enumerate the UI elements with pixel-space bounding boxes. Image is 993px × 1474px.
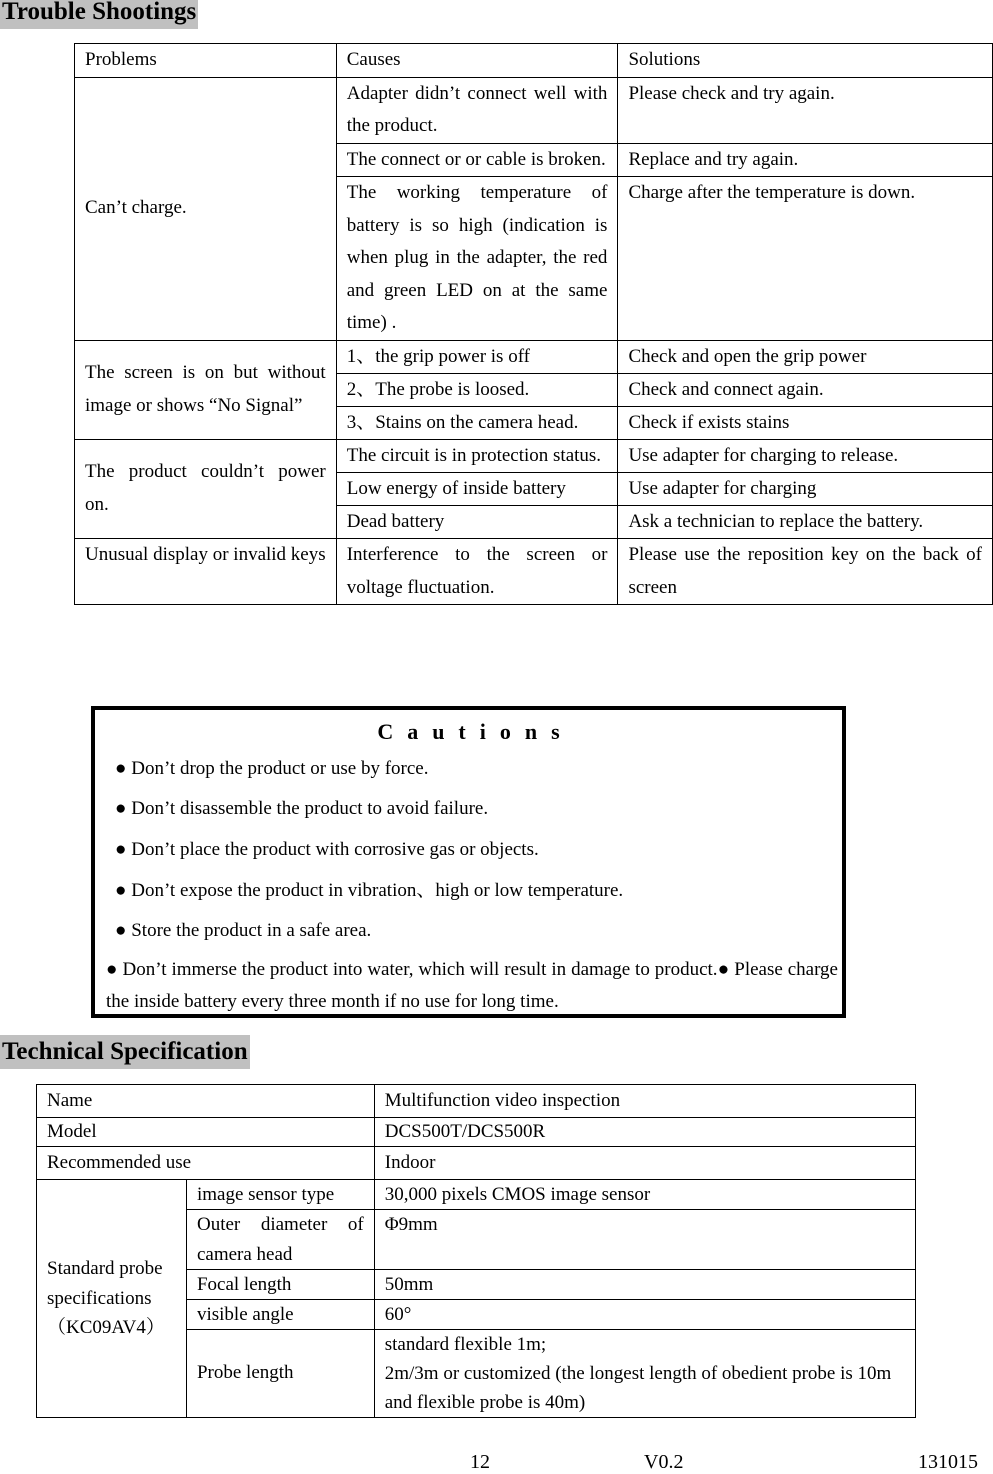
table-row (75, 539, 993, 605)
problem-cell: Can’t charge. (75, 77, 337, 340)
header-solutions: Solutions (618, 44, 993, 78)
solution-cell: Use adapter for charging to release. (618, 439, 993, 473)
spec-value (374, 1330, 915, 1418)
table-row (37, 1085, 916, 1118)
table-row (37, 1147, 916, 1180)
caution-item: ● Don’t place the product with corrosive gas or objects. (115, 839, 539, 860)
spec-label: visible angle (186, 1300, 374, 1330)
solution-cell: Charge after the temperature is down. (618, 177, 993, 341)
spec-label: Name (37, 1085, 375, 1118)
table-row (75, 340, 993, 373)
solution-cell: Please check and try again. (618, 77, 993, 143)
cause-cell: The circuit is in protection status. (336, 439, 618, 473)
spec-label: Recommended use (37, 1147, 375, 1180)
problem-cell: The product couldn’t power on. (75, 439, 337, 539)
spec-label: Outer diameter of camera head (186, 1210, 374, 1270)
caution-item-last: ● Don’t immerse the product into water, which will result in damage to product.● Please charge the inside battery every three month if no use for long time. (106, 959, 838, 1012)
table-row (37, 1180, 916, 1210)
solution-cell: Use adapter for charging (618, 473, 993, 506)
caution-item: ● Don’t disassemble the product to avoid failure. (115, 798, 489, 819)
cause-cell: 2、The probe is loosed. (336, 373, 618, 406)
caution-item: ● Don’t expose the product in vibration、high or low temperature. (115, 880, 624, 901)
spec-value: Φ9mm (374, 1210, 915, 1270)
problem-cell: The screen is on but without image or shows “No Signal” (75, 340, 337, 439)
trouble-shooting-table (74, 43, 993, 605)
spec-label: Model (37, 1118, 375, 1147)
spec-value: 50mm (374, 1270, 915, 1300)
solution-cell: Check and open the grip power (618, 340, 993, 373)
cause-cell: The connect or or cable is broken. (336, 143, 618, 177)
table-row (75, 77, 993, 143)
cause-cell: 1、the grip power is off (336, 340, 618, 373)
solution-cell: Ask a technician to replace the battery. (618, 506, 993, 539)
caution-item: ● Store the product in a safe area. (115, 920, 372, 941)
spec-label: Probe length (186, 1330, 374, 1418)
spec-value-line: 2m/3m or customized (the longest length of obedient probe is 10m and flexible probe is 40m) (384, 1363, 892, 1413)
spec-value: 60° (374, 1300, 915, 1330)
caution-item: ● Don’t drop the product or use by force. (115, 758, 429, 779)
spec-value: DCS500T/DCS500R (374, 1118, 915, 1147)
section-title-trouble-shootings: Trouble Shootings (0, 0, 198, 29)
date-code: 131015 (918, 1451, 978, 1473)
header-problems: Problems (75, 44, 337, 78)
table-header-row (75, 44, 993, 78)
cautions-box (91, 706, 846, 1018)
solution-cell: Check if exists stains (618, 406, 993, 439)
page-number: 12 (470, 1451, 490, 1473)
cautions-title: Cautions (377, 719, 574, 744)
cause-cell: Low energy of inside battery (336, 473, 618, 506)
table-row (37, 1118, 916, 1147)
spec-value: Indoor (374, 1147, 915, 1180)
cause-cell: Dead battery (336, 506, 618, 539)
cause-cell: 3、Stains on the camera head. (336, 406, 618, 439)
solution-cell: Please use the reposition key on the back of screen (618, 539, 993, 605)
solution-cell: Check and connect again. (618, 373, 993, 406)
spec-label: Focal length (186, 1270, 374, 1300)
probe-group-cell: Standard probe specifications（KC09AV4） (37, 1180, 187, 1418)
section-title-technical-specification: Technical Specification (0, 1035, 250, 1069)
table-row (75, 439, 993, 473)
problem-cell: Unusual display or invalid keys (75, 539, 337, 605)
version-label: V0.2 (644, 1451, 684, 1473)
cause-cell: Interference to the screen or voltage fluctuation. (336, 539, 618, 605)
cause-cell: Adapter didn’t connect well with the product. (336, 77, 618, 143)
spec-value: 30,000 pixels CMOS image sensor (374, 1180, 915, 1210)
solution-cell: Replace and try again. (618, 143, 993, 177)
spec-value: Multifunction video inspection (374, 1085, 915, 1118)
technical-spec-table (36, 1084, 916, 1418)
spec-value-line: standard flexible 1m; (384, 1334, 547, 1355)
spec-label: image sensor type (186, 1180, 374, 1210)
header-causes: Causes (336, 44, 618, 78)
cause-cell: The working temperature of battery is so high (indication is when plug in the adapter, the red and green LED on at the same time) . (336, 177, 618, 341)
